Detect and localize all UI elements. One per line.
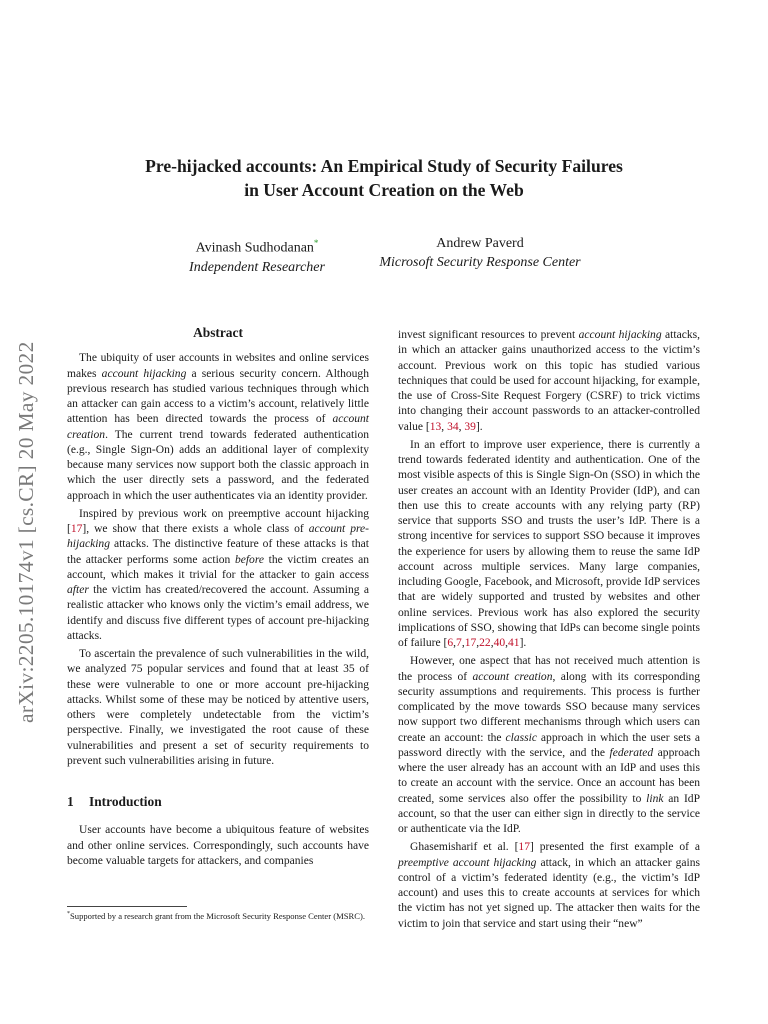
paper-title-line-1: Pre-hijacked accounts: An Empirical Study of Security Failures (145, 156, 623, 176)
citation-link[interactable]: 39 (464, 420, 476, 433)
text-run: The ubiquity of user accounts in websites and online services makes (67, 352, 369, 380)
text-run: Inspired by previous work on preemptive account hijacking [ (67, 507, 369, 535)
emphasis-text: account creation (472, 670, 553, 683)
emphasis-text: account hijacking (101, 367, 187, 380)
abstract-paragraph-2 (67, 507, 369, 644)
emphasis-text: account hijacking (578, 329, 662, 341)
paper-title (80, 154, 688, 202)
emphasis-text: account pre-hijacking (67, 523, 370, 551)
author-name: Avinash Sudhodanan (195, 240, 314, 256)
intro-paragraph-4 (398, 840, 700, 932)
author-affiliation: Microsoft Security Response Center (379, 255, 581, 270)
abstract-paragraph-3: To ascertain the prevalence of such vulnerabilities in the wild, we analyzed 75 popular services and found that at least 35 of these were vulnerable to one or more account pre-hijacking attacks. Whilst some of these may be noticed by attentive users, others were completely undetectable from the victim’s perspective. Finally, we investigated the root cause of these vulnerabilities and present a set of security requirements to prevent such vulnerabilities arising in future. (67, 648, 369, 767)
author-footnote-mark[interactable]: * (313, 238, 319, 248)
text-run: approach in which the user sets a password directly with the service, and the (398, 731, 701, 759)
text-run: In an effort to improve user experience, there is currently a trend towards federated identity and authentication. One of the most visible aspects of this is Single Sign-On (SSO) in which the user creates an account with an Identity Provider (IdP), and can then use this to create accounts with any relying party (RP) service that supports SSO and trusts the user’s IdP. There is a strong incentive for services to support SSO because it improves the experience for users by allowing them to reuse the same IdP account across multiple services. Many large companies, including Google, Facebook, and Microsoft, provide IdP services that are widely supported and trusted by websites and other online services. Previous work has also explored the security implications of SSO, showing that IdPs can become single points of failure [ (398, 438, 700, 649)
section-heading-introduction (67, 794, 369, 809)
text-run: ], we show that there exists a whole class of (82, 523, 309, 535)
text-run: a serious security concern. Although previous research has studied various techniques through which an attacker can gain access to a victim’s account, relatively little attention has been directed towards the process of (67, 367, 369, 426)
citation-link[interactable]: 17 (70, 523, 83, 535)
text-run: the victim has created/recovered the account. Assuming a realistic attacker who knows only the victim’s email address, we identify and discuss five different types of account pre-hijacking attacks. (67, 584, 369, 642)
citation-link[interactable]: 40 (493, 637, 506, 649)
text-run: invest significant resources to prevent (398, 329, 579, 341)
emphasis-text: after (67, 584, 89, 596)
paper-title-line-2: in User Account Creation on the Web (244, 180, 524, 200)
intro-paragraph-3 (398, 654, 700, 837)
text-run: attack, in which an attacker gains control of a victim’s federated identity (e.g., the victim’s IdP account) and uses this to create accounts at services for which the victim has not yet signed up. The attacker then waits for the victim to join that service and start using their “new” (398, 856, 701, 930)
citation-link[interactable]: 34 (447, 420, 459, 433)
text-run: ]. (519, 637, 527, 649)
arxiv-identifier-stamp: arXiv:2205.10174v1 [cs.CR] 20 May 2022 (14, 341, 38, 723)
text-run: , along with its corresponding security assumptions and requirements. This process is further complicated by the move towards SSO because many services now support two different mechanisms through which users can create an account: the (398, 670, 700, 744)
section-title: Introduction (89, 794, 162, 809)
text-run: attacks. The distinctive feature of these attacks is that the attacker performs some action (67, 538, 369, 566)
intro-paragraph-2: In an effort to improve user experience, there is currently a trend towards federated identity and authentication. One of the most visible aspects of this is Single Sign-On (SSO) in which the user creates an account with an Identity Provider (IdP), and can then use this to create accounts with any relying party (RP) service that supports SSO and trusts the user’s IdP. There is a strong incentive for services to support SSO because it improves the experience for users by allowing them to reuse the same IdP account across multiple services. Many large companies, including Google, Facebook, and Microsoft, provide IdP services that are widely supported and trusted by websites and other online services. Previous work has also explored the security implications of SSO, showing that IdPs can become single points of failure [6,7,17,22,40,41]. (398, 438, 700, 649)
abstract-paragraph-1 (67, 351, 369, 504)
text-run: , (441, 420, 448, 433)
footnote (67, 909, 377, 922)
author-affiliation: Independent Researcher (189, 259, 325, 275)
text-run: ]. (475, 420, 483, 433)
emphasis-text: preemptive account hijacking (398, 856, 537, 869)
emphasis-text: account creation (67, 413, 369, 441)
text-run: However, one aspect that has not received much attention is the process of (398, 655, 700, 683)
text-run: Ghasemisharif et al. [ (410, 841, 519, 854)
section-number: 1 (67, 794, 74, 809)
text-run: an IdP account, so that the user can either sign in directly to the service or authenticate via the IdP. (398, 792, 701, 835)
citation-link[interactable]: 6 (447, 637, 454, 649)
intro-paragraph-1: User accounts have become a ubiquitous feature of websites and other online services. Correspondingly, such accounts have become valuable targets for attackers, and companies (67, 824, 369, 867)
text-run: the victim creates an account, which makes it trivial for the attacker to gain access (67, 553, 369, 581)
text-run: . The current trend towards federated authentication (e.g., Single Sign-On) adds an additional layer of complexity because many services now support both the classic approach in which the user directly sets a password, and the federated approach in which the user authenticates via an identity provider. (67, 428, 369, 502)
author-block-1 (150, 234, 364, 277)
citation-link[interactable]: 17 (464, 637, 477, 649)
citation-link[interactable]: 17 (518, 841, 530, 854)
author-name: Andrew Paverd (436, 236, 524, 251)
text-run: attacks, in which an attacker gains unauthorized access to the victim’s account. Previous work on this topic has studied various techniques that could be used for account hijacking, for example, the use of Cross-Site Request Forgery (CSRF) to trick victims into changing their account passwords to an attacker-controlled value [ (398, 329, 700, 433)
author-block-2 (352, 234, 608, 272)
citation-link[interactable]: 7 (456, 637, 462, 649)
text-run: approach where the user already has an account with an IdP and uses this to create an account with the service. Once an account has been created, some services also offer the possibility to (398, 746, 700, 805)
emphasis-text: link (646, 792, 664, 805)
intro-paragraph-1-continued (398, 328, 700, 435)
emphasis-text: classic (505, 731, 537, 744)
abstract-heading: Abstract (193, 325, 243, 340)
citation-link[interactable]: 13 (429, 420, 442, 433)
emphasis-text: federated (609, 746, 654, 759)
right-column (398, 328, 700, 935)
text-run: , (458, 420, 465, 433)
citation-link[interactable]: 41 (508, 637, 520, 649)
left-column (67, 325, 369, 872)
citation-link[interactable]: 22 (479, 637, 491, 649)
footnote-divider (67, 906, 187, 907)
emphasis-text: before (234, 553, 265, 566)
text-run: ] presented the first example of a (529, 841, 700, 854)
footnote-text: Supported by a research grant from the Microsoft Security Response Center (MSRC). (70, 910, 365, 921)
footnote-mark: * (67, 911, 70, 917)
